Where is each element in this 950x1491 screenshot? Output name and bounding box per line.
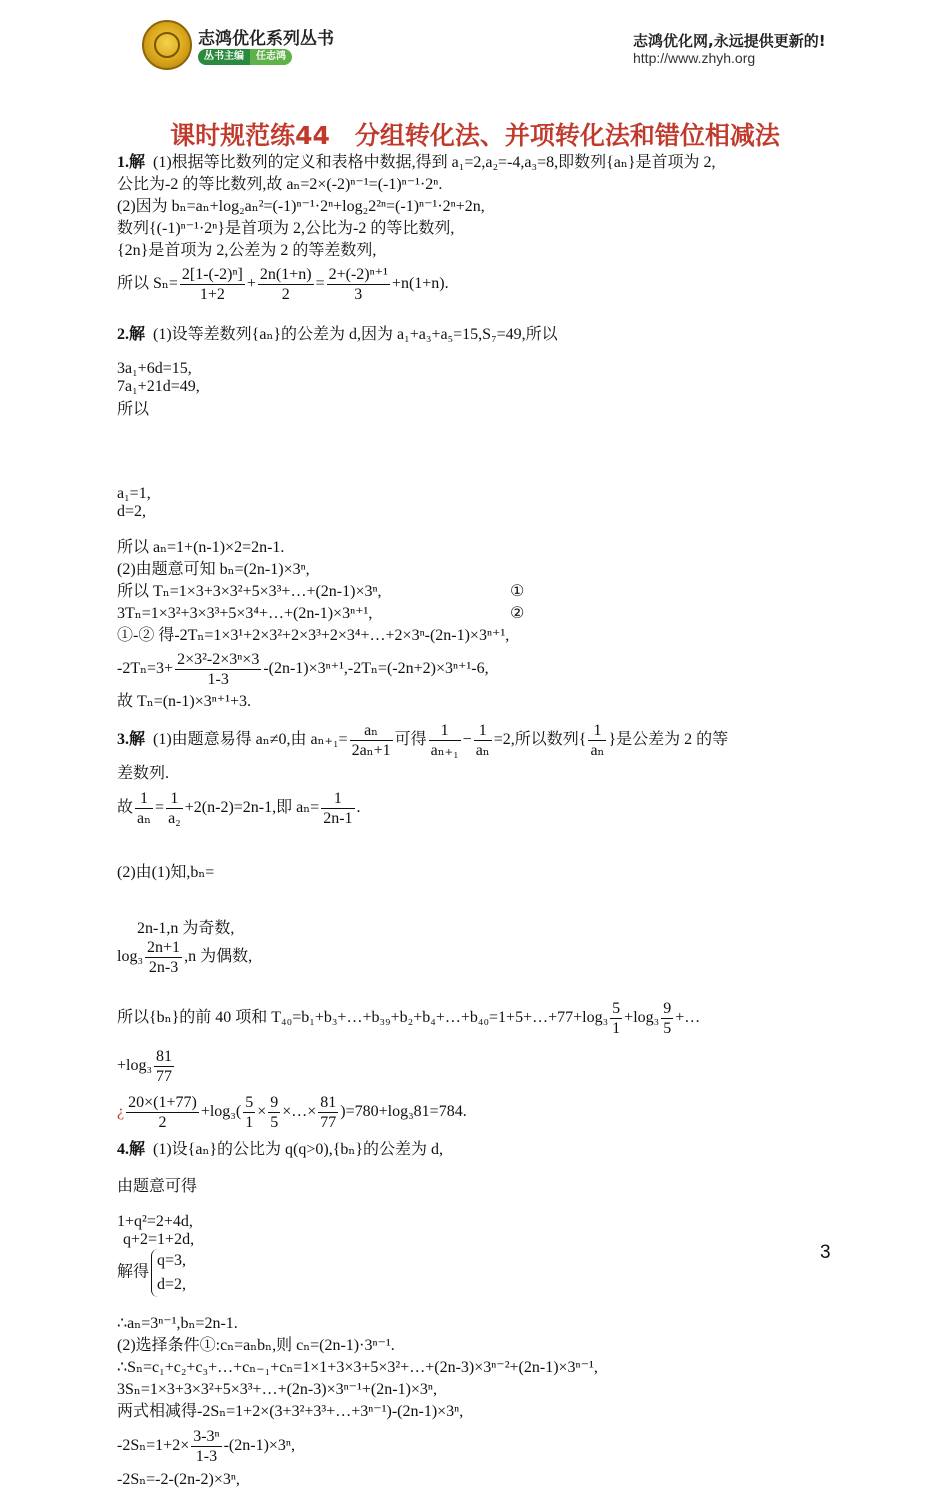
q4-line-8-prefix: -2Sₙ=1+2×: [117, 1437, 190, 1454]
q2-line-1: (1)设等差数列{aₙ}的公差为 d,因为 a₁+a₃+a₅=15,S₇=49,所以: [153, 326, 558, 343]
page-title: 课时规范练44 分组转化法、并项转化法和错位相减法: [170, 121, 780, 150]
q4-line-2-prefix: 由题意可得: [117, 1178, 198, 1195]
editor-strip: [198, 49, 292, 65]
q1-line-3: (2)因为 bₙ=aₙ+log₂aₙ²=(-1)ⁿ⁻¹·2ⁿ+log₂2²ⁿ=(-1)ⁿ⁻¹·2ⁿ+2n,: [117, 198, 485, 215]
answer-label: 解: [129, 154, 146, 171]
q4-line-9: -2Sₙ=-2-(2n-2)×3ⁿ,: [117, 1471, 240, 1488]
fraction: $\frac{1}{\text{aₙ}}$: [475, 721, 490, 759]
fraction: $\frac{81}{77}$: [156, 1047, 173, 1085]
question-number: 2: [117, 326, 125, 343]
q2-line-3: (2)由题意可知 bₙ=(2n-1)×3ⁿ,: [117, 561, 310, 578]
page-header: [0, 0, 950, 90]
fraction: $\frac{5}{1}$: [245, 1093, 254, 1131]
fraction: $\frac{\text{2[1-(-2)ⁿ]}}{1+2}$: [181, 265, 243, 303]
question-2: 2.解 (1)设等差数列{aₙ}的公差为 d,因为 a₁+a₃+a₅=15,S₇=49,所以 3a₁+6d=15, 7a₁+21d=49, 所以 a₁=1, d=2, 所以 aₙ=1+(n-1)×2=2n-1. (2)由题意可知 bₙ=(2n-1)×3ⁿ, 所以 Tₙ=1×3+3×3²+5×3³+…+(2n-1)×3ⁿ, ① 3Tₙ=1×3²+3×3³+5×3⁴+…+(2n-1)×3ⁿ⁺¹, ② ①-② 得-2Tₙ=1×3¹+2×3²+2×3³+2×3⁴+…+2×3ⁿ-(2n-1)×3ⁿ⁺¹, -2Tₙ=3+ $\frac{\text{2×3²-2×3ⁿ×3}}{1-3}$ -(2n-1)×3ⁿ⁺¹,-2Tₙ=(-2n+2)×3ⁿ⁺¹-6, 故 Tₙ=(n-1)×3ⁿ⁺¹+3.: [117, 310, 837, 713]
q3-line-3-b: +2(n-2)=2n-1,即 aₙ=: [184, 799, 320, 816]
q3-line-4-prefix: (2)由(1)知,bₙ=: [117, 864, 215, 881]
q4-line-5: ∴Sₙ=c₁+c₂+c₃+…+cₙ₋₁+cₙ=1×1+3×3+5×3²+…+(2n-3)×3ⁿ⁻²+(2n-1)×3ⁿ⁻¹,: [117, 1359, 598, 1376]
q4-line-3: ∴aₙ=3ⁿ⁻¹,bₙ=2n-1.: [117, 1315, 238, 1332]
q2-line-8: 故 Tₙ=(n-1)×3ⁿ⁺¹+3.: [117, 693, 252, 710]
header-slogan: 志鸿优化网,永远提供更新的!: [633, 32, 826, 50]
q2-line-7-suffix: -(2n-1)×3ⁿ⁺¹,-2Tₙ=(-2n+2)×3ⁿ⁺¹-6,: [263, 660, 489, 677]
q2-line-2: 所以 aₙ=1+(n-1)×2=2n-1.: [117, 539, 285, 556]
page-number: 3: [820, 1242, 831, 1263]
header-url[interactable]: http://www.zhyh.org: [633, 50, 756, 66]
fraction: $\frac{81}{77}$: [320, 1093, 337, 1131]
q3-line-7-b: )=780+log₃81=784.: [340, 1103, 467, 1120]
q2-line-4: 所以 Tₙ=1×3+3×3²+5×3³+…+(2n-1)×3ⁿ,: [117, 583, 382, 600]
q3-line-5-a: 所以{bₙ}的前 40 项和 T₄₀=b₁+b₃+…+b₃₉+b₂+b₄+…+b₄₀=1+5+…+77+log₃: [117, 1009, 609, 1026]
q4-line-1: (1)设{aₙ}的公比为 q(q>0),{bₙ}的公差为 d,: [153, 1141, 444, 1158]
operator: =: [155, 799, 165, 816]
q4-line-7: 两式相减得-2Sₙ=1+2×(3+3²+3³+…+3ⁿ⁻¹)-(2n-1)×3ⁿ,: [117, 1403, 464, 1420]
q2-line-6: ①-② 得-2Tₙ=1×3¹+2×3²+2×3³+2×3⁴+…+2×3ⁿ-(2n-1)×3ⁿ⁺¹,: [117, 627, 510, 644]
answer-label: 解: [129, 326, 146, 343]
fraction: $\frac{5}{1}$: [612, 999, 621, 1037]
fraction: $\frac{2n(1+n)}{2}$: [259, 265, 312, 303]
q3-line-1-c: =2,所以数列{: [493, 731, 587, 748]
question-number: 1: [117, 154, 125, 171]
q4-line-8-suffix: -(2n-1)×3ⁿ,: [223, 1437, 295, 1454]
q3-line-1-b: 可得: [394, 731, 427, 748]
fraction: $\frac{9}{5}$: [663, 999, 672, 1037]
q1-sum-suffix: +n(1+n).: [391, 275, 449, 292]
question-1: 1.解 (1)根据等比数列的定义和表格中数据,得到 a₁=2,a₂=-4,a₃=8,即数列{aₙ}是首项为 2, 公比为-2 的等比数列,故 aₙ=2×(-2)ⁿ⁻¹=(-1)ⁿ⁻¹·2ⁿ. (2)因为 bₙ=aₙ+log₂aₙ²=(-1)ⁿ⁻¹·2ⁿ+log₂2²ⁿ=(-1)ⁿ⁻¹·2ⁿ+2n, 数列{(-1)ⁿ⁻¹·2ⁿ}是首项为 2,公比为-2 的等比数列, {2n}是首项为 2,公差为 2 的等差数列, 所以 Sₙ= $\frac{\text{2[1-(-2)ⁿ]}}{1+2}$ + $\frac{2n(1+n)}{2}$ = $\frac{\text{2+(-2)ⁿ⁺¹}}{3}$ +n(1+n).: [117, 152, 837, 306]
publisher-logo-icon: [142, 20, 192, 70]
solutions-body: [117, 152, 837, 1491]
q4-line-6: 3Sₙ=1×3+3×3²+5×3³+…+(2n-3)×3ⁿ⁻¹+(2n-1)×3ⁿ,: [117, 1381, 437, 1398]
q3-line-2: 差数列.: [117, 765, 170, 782]
stray-mark: ¿: [117, 1103, 125, 1120]
q3-line-3-c: .: [356, 799, 361, 816]
operator: ×: [257, 1103, 267, 1120]
editor-name: 任志鸿: [250, 49, 292, 65]
operator: =: [315, 275, 325, 292]
question-number: 3: [117, 731, 125, 748]
q1-line-1: (1)根据等比数列的定义和表格中数据,得到 a₁=2,a₂=-4,a₃=8,即数列{aₙ}是首项为 2,: [153, 154, 716, 171]
circled-one: ①: [510, 583, 525, 600]
q1-sum-prefix: 所以 Sₙ=: [117, 275, 178, 292]
question-4: 4.解 (1)设{aₙ}的公比为 q(q>0),{bₙ}的公差为 d, 由题意可得 1+q²=2+4d, q+2=1+2d, 解得 q=3, d=2, ∴aₙ=3ⁿ⁻¹,bₙ=2n-1. (2)选择条件①:cₙ=aₙbₙ,则 cₙ=(2n-1)·3ⁿ⁻¹. ∴Sₙ=c₁+c₂+c₃+…+cₙ₋₁+cₙ=1×1+3×3+5×3²+…+(2n-3)×3ⁿ⁻²+(2n-1)×3ⁿ⁻¹, 3Sₙ=1×3+3×3²+5×3³+…+(2n-3)×3ⁿ⁻¹+(2n-1)×3ⁿ, 两式相减得-2Sₙ=1+2×(3+3²+3³+…+3ⁿ⁻¹)-(2n-1)×3ⁿ, -2Sₙ=1+2× $\frac{\text{3-3ⁿ}}{1-3}$ -(2n-1)×3ⁿ, -2Sₙ=-2-(2n-2)×3ⁿ,: [117, 1139, 837, 1491]
editor-label: 丛书主编: [198, 49, 250, 65]
q3-line-5-b: +log₃: [624, 1009, 660, 1026]
q3-line-1-a: (1)由题意易得 aₙ≠0,由 aₙ₊₁=: [153, 731, 348, 748]
fraction: $\frac{1}{2n-1}$: [323, 789, 353, 827]
q3-line-3-a: 故: [117, 799, 134, 816]
answer-label: 解: [129, 1141, 146, 1158]
question-3: 3.解 (1)由题意易得 aₙ≠0,由 aₙ₊₁= $\frac{\text{aₙ}}{\text{2aₙ+1}}$ 可得 $\frac{1}{\text{aₙ₊₁}}$ − $\frac{1}{\text{aₙ}}$ =2,所以数列{ $\frac{1}{\text{aₙ}}$ }是公差为 2 的等 差数列. 故 $\frac{1}{\text{aₙ}}$ = $\frac{1}{\text{a₂}}$ +2(n-2)=2n-1,即 aₙ= $\frac{1}{2n-1}$ . (2)由(1)知,bₙ= 2n-1,n 为奇数, log₃ $\frac{2n+1}{2n-3}$ ,n 为偶数, 所以{bₙ}的前 40 项和 T₄₀=b₁+b₃+…+b₃₉+b₂+b₄+…+b₄₀=1+5+…+77+log₃ $\frac{5}{1}$ +log₃ $\frac{9}{5}$ +… +log₃ $\frac{81}{77}$ ¿ $\frac{20\times(1+77)}{2}$ +log₃( $\frac{5}{1}$ × $\frac{9}{5}$ ×…× $\frac{81}{77}$ )=780+log₃81=784.: [117, 717, 837, 1135]
series-name: 志鸿优化系列丛书: [198, 29, 334, 49]
q4-line-4: (2)选择条件①:cₙ=aₙbₙ,则 cₙ=(2n-1)·3ⁿ⁻¹.: [117, 1337, 395, 1354]
fraction: $\frac{\text{aₙ}}{\text{2aₙ+1}}$: [351, 721, 391, 759]
q2-line-1-suffix: 所以: [117, 401, 150, 418]
fraction: $\frac{\text{3-3ⁿ}}{1-3}$: [193, 1427, 220, 1465]
operator: +: [246, 275, 256, 292]
q4-line-2-mid: 解得: [117, 1263, 150, 1281]
q1-line-5: {2n}是首项为 2,公差为 2 的等差数列,: [117, 242, 377, 259]
q1-line-4: 数列{(-1)ⁿ⁻¹·2ⁿ}是首项为 2,公比为-2 的等比数列,: [117, 220, 455, 237]
answer-label: 解: [129, 731, 146, 748]
q2-line-7-prefix: -2Tₙ=3+: [117, 660, 174, 677]
fraction: $\frac{9}{5}$: [270, 1093, 279, 1131]
q2-line-5: 3Tₙ=1×3²+3×3³+5×3⁴+…+(2n-1)×3ⁿ⁺¹,: [117, 605, 373, 622]
q3-line-7-a: +log₃(: [200, 1103, 242, 1120]
q1-line-2: 公比为-2 的等比数列,故 aₙ=2×(-2)ⁿ⁻¹=(-1)ⁿ⁻¹·2ⁿ.: [117, 176, 443, 193]
fraction: $\frac{\text{2+(-2)ⁿ⁺¹}}{3}$: [328, 265, 388, 303]
fraction: $\frac{1}{\text{aₙ}}$: [137, 789, 152, 827]
operator: ×…×: [282, 1103, 317, 1120]
q3-line-1-d: }是公差为 2 的等: [608, 731, 729, 748]
circled-two: ②: [510, 605, 525, 622]
fraction: $\frac{1}{\text{aₙ}}$: [590, 721, 605, 759]
fraction: $\frac{1}{\text{aₙ₊₁}}$: [430, 721, 459, 759]
q3-line-5-c: +…: [675, 1009, 701, 1026]
fraction: $\frac{1}{\text{a₂}}$: [168, 789, 181, 827]
q3-line-6: +log₃: [117, 1057, 153, 1074]
operator: −: [462, 731, 472, 748]
question-number: 4: [117, 1141, 125, 1158]
equation-system: q=3, d=2,: [151, 1249, 186, 1297]
fraction: $\frac{20\times(1+77)}{2}$: [128, 1093, 197, 1131]
fraction: $\frac{\text{2×3²-2×3ⁿ×3}}{1-3}$: [177, 650, 260, 688]
